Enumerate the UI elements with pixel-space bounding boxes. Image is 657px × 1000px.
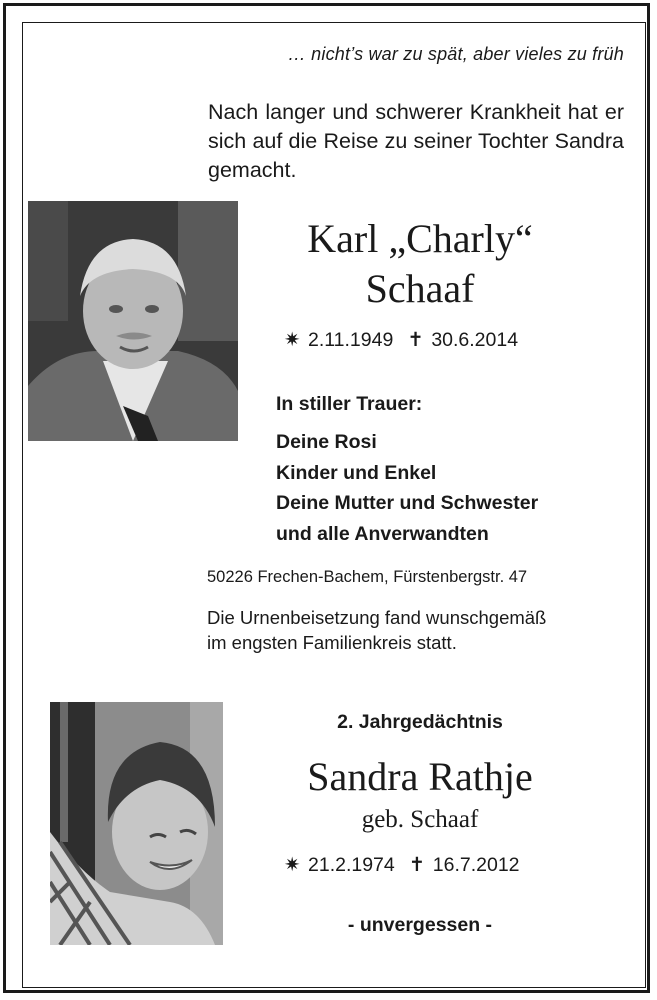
mourning-heading: In stiller Trauer: (276, 393, 423, 415)
death-cross-icon: ✝ (407, 329, 424, 351)
mourner-item: Kinder und Enkel (276, 461, 437, 484)
anniversary-heading: 2. Jahrgedächtnis (337, 711, 503, 733)
birth-star-icon: ✷ (284, 329, 301, 351)
life-dates-karl (284, 328, 518, 352)
burial-note-line2: im engsten Familienkreis statt. (207, 632, 457, 653)
motto: … nicht’s war zu spät, aber vieles zu früh (287, 44, 624, 64)
address: 50226 Frechen-Bachem, Fürstenbergstr. 47 (207, 568, 528, 586)
deceased-name-line2: Schaaf (365, 266, 475, 311)
mourners-list (276, 427, 538, 549)
closing-text: - unvergessen - (347, 914, 493, 936)
mourner-item: Deine Rosi (276, 431, 377, 453)
death-date: 16.7.2012 (432, 854, 520, 876)
portrait-photo-karl (28, 201, 238, 441)
birth-date: 2.11.1949 (308, 329, 394, 351)
death-date: 30.6.2014 (431, 329, 519, 351)
mourner-item: und alle Anverwandten (276, 522, 489, 545)
portrait-photo-sandra (50, 702, 223, 945)
deceased-name-karl (240, 214, 600, 314)
birth-star-icon: ✷ (284, 854, 301, 876)
birth-name: geb. Schaaf (361, 806, 479, 833)
mourner-item: Deine Mutter und Schwester (276, 492, 539, 514)
birth-date: 21.2.1974 (308, 854, 395, 876)
deceased-name-line1: Karl „Charly“ (307, 216, 533, 261)
burial-note (207, 605, 627, 655)
death-cross-icon: ✝ (408, 854, 426, 876)
deceased-name-sandra: Sandra Rathje (307, 754, 533, 799)
life-dates-sandra (284, 853, 520, 877)
burial-note-line1: Die Urnenbeisetzung fand wunschgemäß (207, 607, 547, 628)
intro-text: Nach langer und schwerer Krankheit hat er sich auf die Reise zu seiner Tochter Sandra gemacht. (208, 100, 624, 182)
